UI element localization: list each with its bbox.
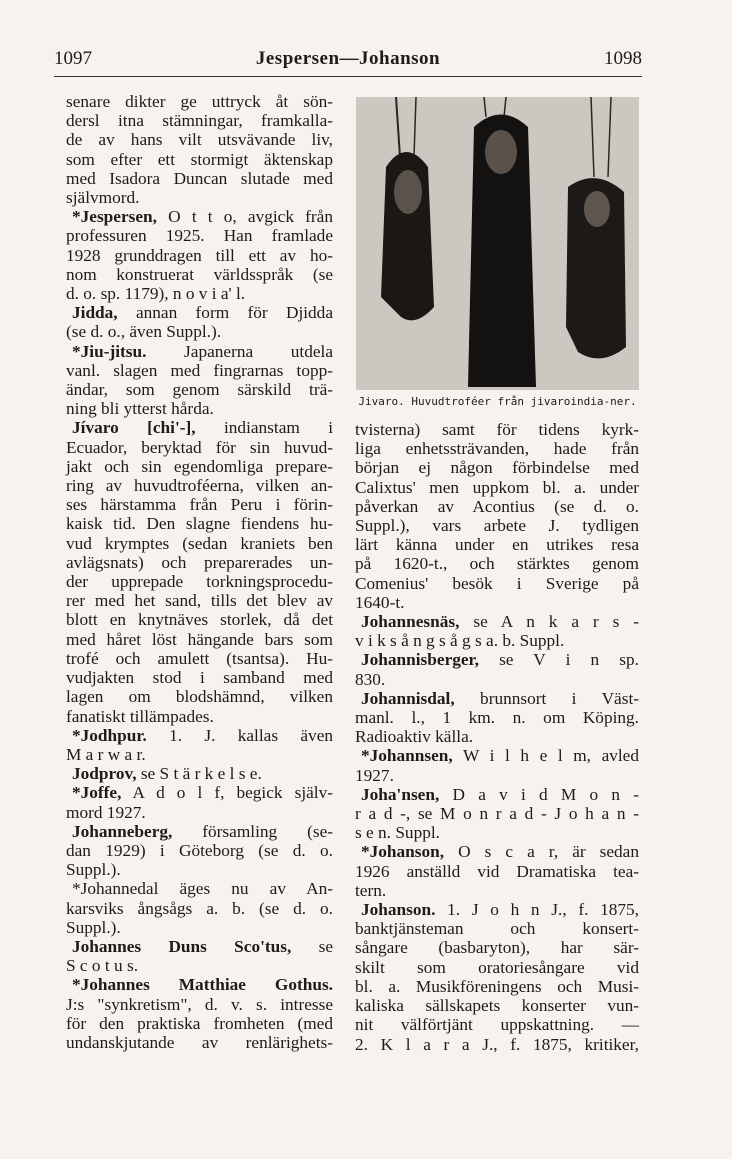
text-line: r a d -, se M o n r a d - J o h a n - [355, 804, 639, 824]
text-line: der upprepade torkningsprocedu- [66, 572, 333, 592]
text-line: v i k s å n g s å g s a. b. Suppl. [355, 631, 565, 651]
text-line: rer med het sand, tills det blev av [66, 591, 333, 611]
shrunken-heads-photo [356, 97, 639, 390]
page-header [54, 44, 642, 72]
text-line: *Johannes Matthiae Gothus. [72, 975, 333, 995]
text-line: ändar, som genom särskild trä- [66, 380, 333, 400]
text-line: professuren 1925. Han framlade [66, 226, 333, 246]
text-line: ning bli ytterst hårda. [66, 399, 214, 419]
text-line: Johannisberger, se V i n sp. [361, 650, 639, 670]
text-line: fanatiskt tillämpades. [66, 706, 214, 726]
text-line: tvisterna) samt för tidens kyrk- [355, 420, 639, 439]
text-line: dan 1929) i Göteborg (se d. o. [66, 840, 333, 860]
text-line: liga enhetssträvanden, hade från [355, 439, 639, 459]
text-line: 2. K l a r a J., f. 1875, kritiker, [355, 1034, 639, 1054]
text-line: S c o t u s. [66, 956, 139, 976]
right-column [355, 420, 639, 1054]
text-line: jakt och sin egendomliga prepare- [66, 456, 333, 476]
text-line: Suppl.), vars arbete J. tydligen [355, 516, 639, 536]
text-line: ring av huvudtroféerna, vilken an- [66, 476, 333, 496]
text-line: 1927. [355, 765, 394, 785]
text-line: början ej någon förbindelse med [355, 458, 639, 478]
text-line: skilt som oratoriesångare vid [355, 957, 639, 977]
text-line: med Isadora Duncan slutade med [66, 168, 333, 188]
text-line: Johanson. 1. J o h n J., f. 1875, [361, 900, 639, 920]
text-line: blott en knytnäves storlek, då det [66, 610, 333, 630]
text-line: lärt känna under en utrikes resa [355, 535, 639, 555]
text-line: självmord. [66, 188, 140, 208]
text-line: för den praktiska fromheten (med [66, 1013, 333, 1033]
text-line: med håret löst hängande bars som [66, 629, 333, 649]
text-line: M a r w a r. [66, 744, 146, 764]
left-column [66, 92, 333, 1052]
text-line: som efter ett stormigt äktenskap [66, 149, 333, 169]
text-line: Ecuador, beryktad för sin huvud- [66, 437, 333, 457]
photo-illustration [356, 97, 639, 390]
text-line: undanskjutande av renlärighets- [66, 1032, 333, 1052]
text-line: Calixtus' men uppkom bl. a. under [355, 477, 639, 497]
text-line: Johannes Duns Sco'tus, se [72, 936, 334, 956]
running-title: Jespersen—Johanson [255, 48, 441, 69]
text-line: Suppl.). [66, 917, 121, 937]
text-line: vanl. slagen med fingrarnas topp- [66, 360, 333, 380]
text-line: Johanneberg, församling (se- [72, 821, 333, 841]
text-line: *Jespersen, O t t o, avgick från [72, 207, 333, 227]
text-line: senare dikter ge uttryck åt sön- [66, 92, 333, 111]
text-line: Johannesnäs, se A n k a r s - [361, 612, 639, 632]
text-line: trofé och amulett (tsantsa). Hu- [66, 648, 333, 668]
text-line: dersl itna stämningar, framkalla- [66, 111, 333, 131]
text-line: *Jiu-jitsu. Japanerna utdela [72, 341, 333, 361]
text-line: på 1620-t., och stärktes genom [355, 554, 639, 574]
text-line: påverkan av Acontius (se d. o. [355, 496, 639, 516]
text-line: Jidda, annan form för Djidda [72, 303, 333, 323]
text-line: vud krymptes (sedan kraniets ben [66, 533, 333, 553]
text-line: manl. l., 1 km. n. om Köping. [355, 708, 639, 728]
text-line: Suppl.). [66, 860, 121, 880]
text-line: Radioaktiv källa. [355, 727, 474, 747]
text-line: 1928 grunddragen till ett av ho- [66, 245, 333, 265]
text-line: 1926 anställd vid Dramatiska tea- [355, 861, 639, 881]
text-line: ses härstamma från Peru i förin- [66, 495, 333, 515]
text-line: 1640-t. [355, 592, 405, 612]
text-line: (se d. o., även Suppl.). [66, 322, 222, 342]
header-rule [54, 76, 642, 77]
text-line: *Joffe, A d o l f, begick själv- [72, 783, 333, 803]
text-line: *Johanson, O s c a r, är sedan [361, 842, 639, 862]
text-line: vudjakten stod i samband med [66, 668, 333, 688]
text-line: Johannisdal, brunnsort i Väst- [361, 688, 639, 708]
text-line: Joha'nsen, D a v i d M o n - [361, 784, 639, 804]
text-line: nom konstruerat världsspråk (se [66, 264, 333, 284]
text-line: karsviks ångsågs a. b. (se d. o. [66, 898, 333, 918]
text-line: *Johannedal äges nu av An- [72, 879, 333, 899]
text-line: Comenius' besök i Sverige på [355, 573, 639, 593]
text-line: bl. a. Musikföreningens och Musi- [355, 976, 639, 996]
page-number-left: 1097 [54, 48, 92, 69]
figure-caption: Jivaro. Huvudtroféer från jivaroindia-ner. [358, 395, 637, 408]
text-line: kaisk tid. Den slagne fiendens hu- [66, 514, 333, 534]
text-line: *Johannsen, W i l h e l m, avled [361, 746, 639, 766]
text-line: Jívaro [chi'-], indianstam i [72, 418, 334, 438]
text-line: nit välförtjänt uppskattning. — [355, 1015, 639, 1035]
text-line: Jodprov, se S t ä r k e l s e. [72, 764, 262, 784]
text-line: tern. [355, 880, 387, 900]
text-line: avlägsnats) och preparerades un- [66, 552, 333, 572]
text-line: lagen om blodshämnd, vilken [66, 687, 333, 707]
text-line: *Jodhpur. 1. J. kallas även [72, 725, 333, 745]
text-line: mord 1927. [66, 802, 146, 822]
text-line: banktjänsteman och konsert- [355, 919, 639, 939]
page-number-right: 1098 [604, 48, 642, 69]
text-line: de av hans vilt utsvävande liv, [66, 130, 333, 150]
text-line: J:s "synkretism", d. v. s. intresse [66, 994, 333, 1014]
text-line: s e n. Suppl. [355, 823, 440, 843]
text-line: d. o. sp. 1179), n o v i a' l. [66, 284, 246, 304]
text-line: kaliska sällskapets konserter vun- [355, 996, 639, 1016]
text-line: sångare (basbaryton), har sär- [355, 938, 639, 958]
text-line: 830. [355, 669, 386, 689]
